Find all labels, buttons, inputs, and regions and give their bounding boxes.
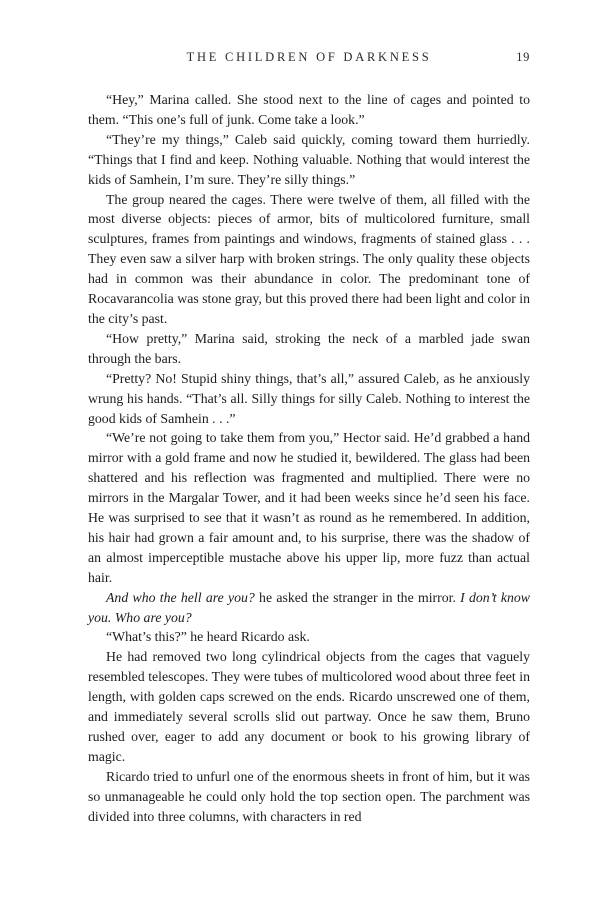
paragraph xyxy=(88,329,530,369)
paragraph xyxy=(88,647,530,766)
paragraph xyxy=(88,428,530,587)
italic-run: I don’t know you. Who are you? xyxy=(88,589,530,625)
italic-run: And who the hell are you? xyxy=(106,589,255,605)
text-run: He had removed two long cylindrical objects from the cages that vaguely resembled telescopes. They were tubes of multicolored wood about three feet in length, with golden caps screwed on the ends. Ricardo unscrewed one of them, and immediately several scrolls slid out partway. Once he saw them, Bruno rushed over, eager to add any document or book to his growing library of magic. xyxy=(88,649,530,764)
text-run: “They’re my things,” Caleb said quickly, coming toward them hurriedly. “Things that I find and keep. Nothing valuable. Nothing that would interest the kids of Samhein, I’m sure. They’re silly things.” xyxy=(88,131,530,187)
text-run: The group neared the cages. There were twelve of them, all filled with the most diverse objects: pieces of armor, bits of multicolored furniture, small sculptures, frames from paintings and windows, fragments of stained glass . . . They even saw a silver harp with broken strings. The only quality these objects had in common was their abundance in color. The predominant tone of Rocavarancolia was stone gray, but this proved there had been light and color in the city’s past. xyxy=(88,191,530,326)
text-run: “Hey,” Marina called. She stood next to the line of cages and pointed to them. “This one’s full of junk. Come take a look.” xyxy=(88,92,530,127)
paragraph xyxy=(88,767,530,827)
paragraph xyxy=(88,90,530,130)
body-text xyxy=(88,90,530,827)
page-number: 19 xyxy=(516,50,530,64)
text-run: “Pretty? No! Stupid shiny things, that’s all,” assured Caleb, as he anxiously wrung his hands. “That’s all. Silly things for silly Caleb. Nothing to interest the good kids of Samhein . . .” xyxy=(88,370,530,426)
text-run: he asked the stranger in the mirror. xyxy=(254,589,461,605)
paragraph xyxy=(88,190,530,329)
text-run: “How pretty,” Marina said, stroking the neck of a marbled jade swan through the bars. xyxy=(88,330,530,366)
running-header xyxy=(88,50,530,65)
paragraph xyxy=(88,588,530,628)
text-run: “What’s this?” he heard Ricardo ask. xyxy=(106,629,310,645)
running-title: THE CHILDREN OF DARKNESS xyxy=(186,50,432,64)
paragraph xyxy=(88,369,530,429)
text-run: “We’re not going to take them from you,” Hector said. He’d grabbed a hand mirror with a gold frame and now he studied it, bewildered. The glass had been shattered and his reflection was fragmented and multiplied. There were no mirrors in the Margalar Tower, and it had been weeks since he’d seen his face. He was surprised to see that it wasn’t as round as he remembered. In addition, his hair had grown a fair amount and, to his surprise, there was the shadow of an almost imperceptible mustache above his upper lip, more fuzz than actual hair. xyxy=(88,430,530,585)
paragraph xyxy=(88,627,530,647)
text-run: Ricardo tried to unfurl one of the enormous sheets in front of him, but it was so unmanageable he could only hold the top section open. The parchment was divided into three columns, with characters in red xyxy=(88,768,530,824)
paragraph xyxy=(88,130,530,190)
